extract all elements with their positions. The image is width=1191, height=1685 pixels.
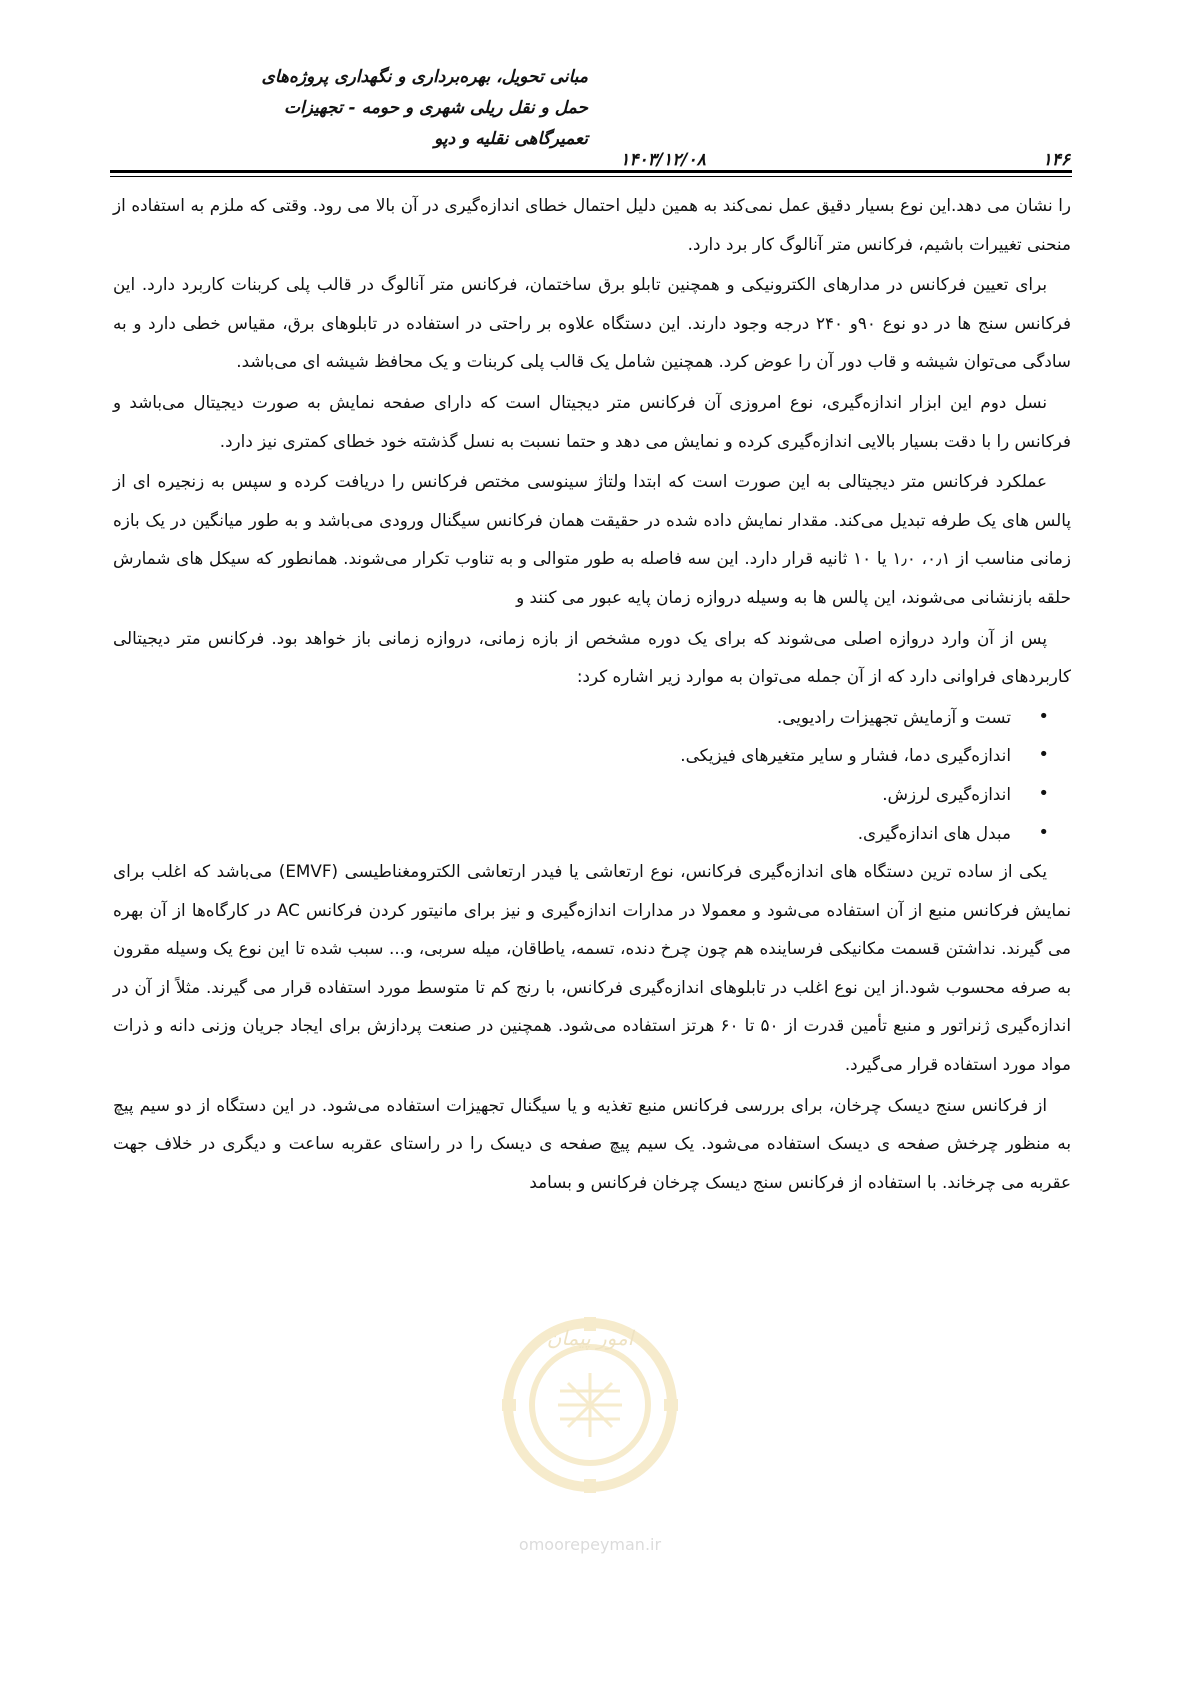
- watermark-logo-text: امور پیمان: [546, 1326, 634, 1350]
- list-item: [113, 736, 1071, 775]
- watermark: [490, 1295, 690, 1565]
- applications-list: [113, 698, 1071, 852]
- watermark-logo-icon: [490, 1295, 690, 1535]
- list-item-text: تست و آزمایش تجهیزات رادیویی.: [776, 706, 1011, 727]
- header-rule-thin: [110, 176, 1072, 177]
- list-item: [113, 775, 1071, 814]
- paragraph: یکی از ساده ترین دستگاه های اندازه‌گیری فرکانس، نوع ارتعاشی یا فیدر ارتعاشی الکترومغناطیسی (EMVF) می‌باشد که اغلب برای نمایش فرکانس منبع از آن استفاده می‌شود و معمولا در مدارات اندازه‌گیری و نیز برای مانیتور کردن فرکانس AC در کارگاه‌ها از آن بهره می گیرند. نداشتن قسمت مکانیکی فرساینده هم چون چرخ دنده، تسمه، یاطاقان، میله سربی، و... سبب شده تا این نوع یک وسیله مقرون به صرفه محسوب شود.از این نوع اغلب در تابلوهای اندازه‌گیری فرکانس، با رنج کم تا متوسط مورد استفاده قرار می گیرند. مثلاً از آن در اندازه‌گیری ژنراتور و منبع تأمین قدرت از ۵۰ تا ۶۰ هرتز استفاده می‌شود. همچنین در صنعت پردازش برای ایجاد جریان وزنی دانه و ذرات مواد مورد استفاده قرار می‌گیرد.: [113, 861, 1071, 1075]
- watermark-url: omoorepeyman.ir: [518, 1535, 662, 1554]
- book-title-line-2: حمل و نقل ریلی شهری و حومه - تجهیزات: [283, 98, 588, 118]
- header-rule-thick: [110, 170, 1072, 173]
- bullet-icon: •: [1038, 782, 1049, 804]
- paragraph: از فرکانس سنج دیسک چرخان، برای بررسی فرکانس منبع تغذیه و یا سیگنال تجهیزات استفاده می‌شود. در این دستگاه از دو سیم پیچ به منظور چرخش صفحه ی دیسک استفاده می‌شود. یک سیم پیچ صفحه ی دیسک را در راستای عقربه ساعت و دیگری در خلاف جهت عقربه می چرخاند. با استفاده از فرکانس سنج دیسک چرخان فرکانس و بسامد: [113, 1094, 1071, 1192]
- list-item: [113, 814, 1071, 853]
- bullet-icon: •: [1038, 744, 1049, 766]
- paragraph: برای تعیین فرکانس در مدارهای الکترونیکی و همچنین تابلو برق ساختمان، فرکانس متر آنالوگ در قالب پلی کربنات کاربرد دارد. این فرکانس سنج ها در دو نوع ۹۰و ۲۴۰ درجه وجود دارند. این دستگاه علاوه بر راحتی در استفاده در تابلوهای برق، مقیاس خطی دارد و به سادگی می‌توان شیشه و قاب دور آن را عوض کرد. همچنین شامل یک قالب پلی کربنات و یک محافظ شیشه ای می‌باشد.: [113, 274, 1071, 372]
- list-item: [113, 698, 1071, 737]
- paragraph: پس از آن وارد دروازه اصلی می‌شوند که برای یک دوره مشخص از بازه زمانی، دروازه زمانی باز خواهد بود. فرکانس متر دیجیتالی کاربردهای فراوانی دارد که از آن جمله می‌توان به موارد زیر اشاره کرد:: [113, 627, 1071, 687]
- book-title-line-1: مبانی تحویل، بهره‌برداری و نگهداری پروژه‌های: [261, 67, 588, 87]
- book-title: [118, 62, 588, 155]
- list-item-text: اندازه‌گیری دما، فشار و سایر متغیرهای فیزیکی.: [680, 745, 1011, 766]
- page-header: [118, 62, 1070, 170]
- page-number: ۱۴۶: [1042, 150, 1070, 170]
- list-item-text: مبدل های اندازه‌گیری.: [857, 822, 1011, 843]
- header-date: ۱۴۰۳/۱۲/۰۸: [620, 150, 706, 170]
- bullet-icon: •: [1038, 821, 1049, 843]
- paragraph: نسل دوم این ابزار اندازه‌گیری، نوع امروزی آن فرکانس متر دیجیتال است که دارای صفحه نمایش به صورت دیجیتال می‌باشد و فرکانس را با دقت بسیار بالایی اندازه‌گیری کرده و نمایش می دهد و حتما نسبت به نسل گذشته خود خطای کمتری نیز دارد.: [113, 391, 1071, 451]
- list-item-text: اندازه‌گیری لرزش.: [882, 783, 1011, 804]
- paragraph: را نشان می دهد.این نوع بسیار دقیق عمل نمی‌کند به همین دلیل احتمال خطای اندازه‌گیری در آن بالا می رود. وقتی که ملزم به استفاده از منحنی تغییرات باشیم، فرکانس متر آنالوگ کار برد دارد.: [113, 195, 1071, 254]
- body-text: [113, 186, 1071, 1203]
- bullet-icon: •: [1038, 705, 1049, 727]
- book-title-line-3: تعمیرگاهی نقلیه و دپو: [434, 129, 588, 149]
- paragraph: عملکرد فرکانس متر دیجیتالی به این صورت است که ابتدا ولتاژ سینوسی مختص فرکانس را دریافت کرده و سپس به زنجیره ای از پالس های یک طرفه تبدیل می‌کند. مقدار نمایش داده شده در حقیقت همان فرکانس سیگنال ورودی می‌باشد و به طور میانگین در یک بازه زمانی مناسب از ۰٫۱، ۱٫۰ یا ۱۰ ثانیه قرار دارد. این سه فاصله به طور متوالی و به تناوب تکرار می‌شوند. همانطور که سیکل های شمارش حلقه بازنشانی می‌شوند، این پالس ها به وسیله دروازه زمان پایه عبور می کنند و: [113, 471, 1071, 607]
